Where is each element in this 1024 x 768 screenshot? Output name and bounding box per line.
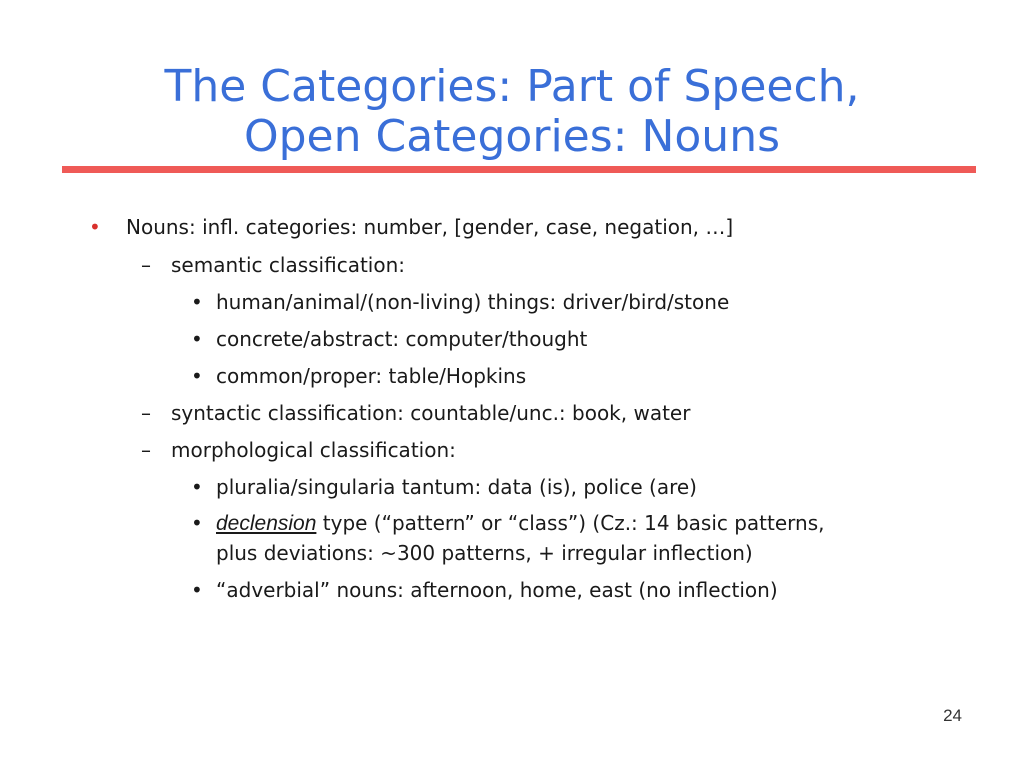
bullet-text: common/proper: table/Hopkins	[216, 364, 527, 388]
sub-bullet-morphological	[141, 435, 456, 465]
bullet-marker: •	[191, 578, 203, 602]
bullet-marker: •	[191, 511, 203, 535]
sub-sub-bullet-human-animal	[191, 287, 730, 317]
bullet-marker: •	[191, 290, 203, 314]
slide-title	[0, 62, 1024, 162]
page-number: 24	[943, 706, 962, 725]
sub-sub-bullet-concrete-abstract	[191, 324, 588, 354]
sub-bullet-syntactic	[141, 398, 691, 428]
bullet-marker: •	[89, 215, 101, 239]
dash-marker: –	[141, 253, 151, 277]
dash-marker: –	[141, 401, 151, 425]
sub-sub-bullet-adverbial	[191, 575, 778, 605]
bullet-nouns	[89, 212, 734, 242]
dash-marker: –	[141, 438, 151, 462]
title-line-1: The Categories: Part of Speech,	[164, 61, 860, 112]
bullet-text: plus deviations: ~300 patterns, + irregular inflection)	[216, 541, 753, 565]
title-underline-rule	[62, 166, 976, 173]
bullet-text: Nouns: infl. categories: number, [gender, case, negation, …]	[126, 215, 734, 239]
sub-sub-bullet-pluralia	[191, 472, 697, 502]
bullet-text: human/animal/(non-living) things: driver/bird/stone	[216, 290, 730, 314]
sub-bullet-semantic	[141, 250, 405, 280]
bullet-text: morphological classification:	[171, 438, 456, 462]
bullet-text: type (“pattern” or “class”) (Cz.: 14 basic patterns,	[316, 511, 825, 535]
sub-sub-bullet-declension	[191, 508, 825, 539]
bullet-text: syntactic classification: countable/unc.: book, water	[171, 401, 691, 425]
sub-sub-bullet-common-proper	[191, 361, 527, 391]
bullet-text: “adverbial” nouns: afternoon, home, east (no inflection)	[216, 578, 778, 602]
bullet-text: semantic classification:	[171, 253, 405, 277]
bullet-text: concrete/abstract: computer/thought	[216, 327, 588, 351]
declension-continuation-line	[216, 538, 753, 568]
bullet-marker: •	[191, 327, 203, 351]
declension-term: declension	[216, 512, 317, 535]
bullet-text: pluralia/singularia tantum: data (is), police (are)	[216, 475, 697, 499]
bullet-marker: •	[191, 475, 203, 499]
title-line-2: Open Categories: Nouns	[243, 111, 780, 162]
bullet-marker: •	[191, 364, 203, 388]
